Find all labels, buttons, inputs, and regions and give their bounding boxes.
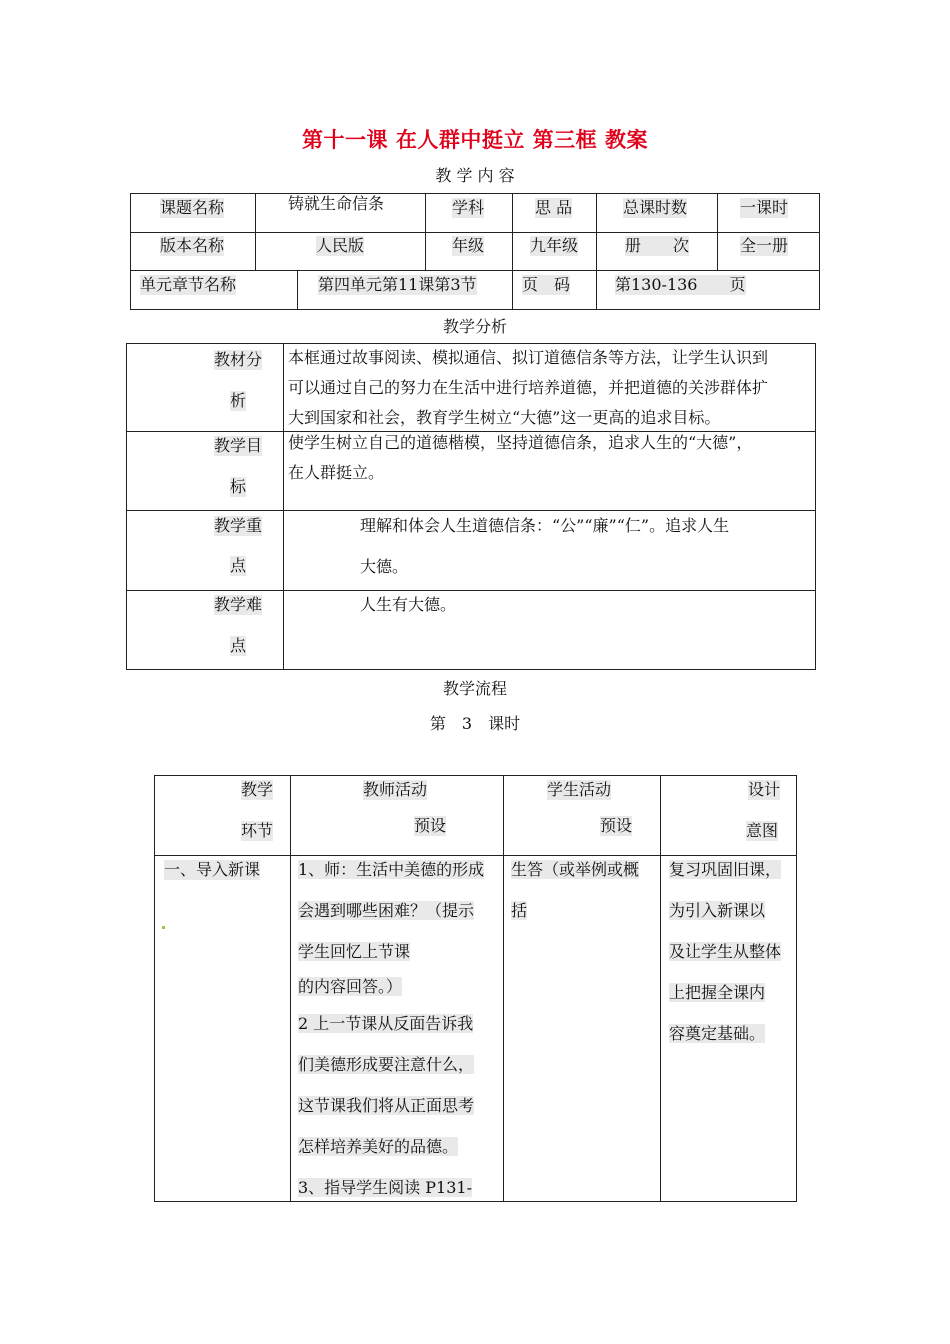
header-teacher-a: 教师活动 — [363, 780, 428, 799]
header-stage-a: 教学 — [241, 780, 274, 799]
text-line: 1、师：生活中美德的形成 — [298, 860, 485, 879]
label-material-analysis-b: 析 — [230, 391, 247, 410]
label-subject: 学科 — [452, 198, 485, 217]
text-line: 大德。 — [360, 557, 409, 576]
text-line: 复习巩固旧课， — [669, 860, 782, 879]
text-line: 们美德形成要注意什么， — [298, 1055, 475, 1074]
text-line: 使学生树立自己的道德楷模，坚持道德信条，追求人生的“大德”， — [288, 433, 753, 452]
label-key-point-b: 点 — [230, 556, 247, 575]
analysis-difficulty-text: 人生有大德。 — [360, 595, 457, 614]
label-difficulty-a: 教学难 — [214, 595, 263, 614]
design-intent — [669, 849, 781, 1054]
label-teaching-goal-a: 教学目 — [214, 436, 263, 455]
header-stage-b: 环节 — [241, 821, 274, 840]
value-volume: 全一册 — [740, 236, 789, 255]
teacher-activity-part2 — [298, 1003, 474, 1208]
analysis-key-point-text — [360, 505, 729, 587]
label-difficulty-b: 点 — [230, 636, 247, 655]
label-key-point-a: 教学重 — [214, 516, 263, 535]
text-line: 理解和体会人生道德信条：“公”“廉”“仁”。追求人生 — [360, 516, 730, 535]
text-line: 生答（或举例或概 — [511, 860, 640, 879]
label-edition: 版本名称 — [160, 236, 225, 255]
text-line: 2 上一节课从反面告诉我 — [298, 1014, 474, 1033]
teacher-activity-cont — [298, 973, 402, 1001]
text-line: 可以通过自己的努力在生活中进行培养道德，并把道德的关涉群体扩 — [288, 378, 769, 397]
analysis-material-text — [288, 343, 813, 433]
stage-intro: 一、导入新课 — [164, 860, 261, 879]
label-material-analysis-a: 教材分 — [214, 350, 263, 369]
value-page: 第130-136 页 — [615, 275, 746, 294]
value-course-title: 铸就生命信条 — [288, 194, 385, 213]
header-design-b: 意图 — [746, 821, 779, 840]
document-title: 第十一课 在人群中挺立 第三框 教案 — [302, 128, 648, 152]
label-volume: 册 次 — [625, 236, 690, 255]
section-heading-analysis: 教学分析 — [442, 317, 507, 336]
value-total-hours: 一课时 — [740, 198, 789, 217]
value-unit-chapter: 第四单元第11课第3节 — [318, 275, 477, 294]
header-teacher-b: 预设 — [414, 816, 447, 835]
label-page: 页 码 — [522, 275, 571, 294]
header-student-b: 预设 — [600, 816, 633, 835]
text-line: 上把握全课内 — [669, 983, 766, 1002]
label-total-hours: 总课时数 — [623, 198, 688, 217]
text-line: 本框通过故事阅读、模拟通信、拟订道德信条等方法，让学生认识到 — [288, 348, 769, 367]
value-subject: 思 品 — [535, 198, 573, 217]
text-line: 3、指导学生阅读 P131- — [298, 1178, 472, 1197]
text-line: 学生回忆上节课 — [298, 942, 411, 961]
label-course-title: 课题名称 — [160, 198, 225, 217]
text-line: 怎样培养美好的品德。 — [298, 1137, 459, 1156]
text-line: 这节课我们将从正面思考 — [298, 1096, 475, 1115]
header-design-a: 设计 — [748, 780, 781, 799]
label-grade: 年级 — [452, 236, 485, 255]
label-unit-chapter: 单元章节名称 — [140, 275, 237, 294]
student-activity — [511, 849, 639, 931]
teacher-activity — [298, 849, 484, 972]
section-heading-flow: 教学流程 — [442, 679, 507, 698]
text-line: 为引入新课以 — [669, 901, 766, 920]
text-line: 及让学生从整体 — [669, 942, 782, 961]
lesson-number: 第 3 课时 — [429, 714, 521, 733]
value-edition: 人民版 — [316, 236, 365, 255]
text-line: 括 — [511, 901, 528, 920]
text-line: 容奠定基础。 — [669, 1024, 766, 1043]
label-teaching-goal-b: 标 — [230, 477, 247, 496]
text-line: 会遇到哪些困难？（提示 — [298, 901, 475, 920]
value-grade: 九年级 — [530, 236, 579, 255]
section-heading-content: 教 学 内 容 — [435, 166, 515, 185]
analysis-goal-text — [288, 428, 813, 488]
text-line: 在人群挺立。 — [288, 463, 385, 482]
text-line: 大到国家和社会，教育学生树立“大德”这一更高的追求目标。 — [288, 408, 721, 427]
header-student-a: 学生活动 — [547, 780, 612, 799]
text-line: 的内容回答。） — [298, 977, 403, 996]
